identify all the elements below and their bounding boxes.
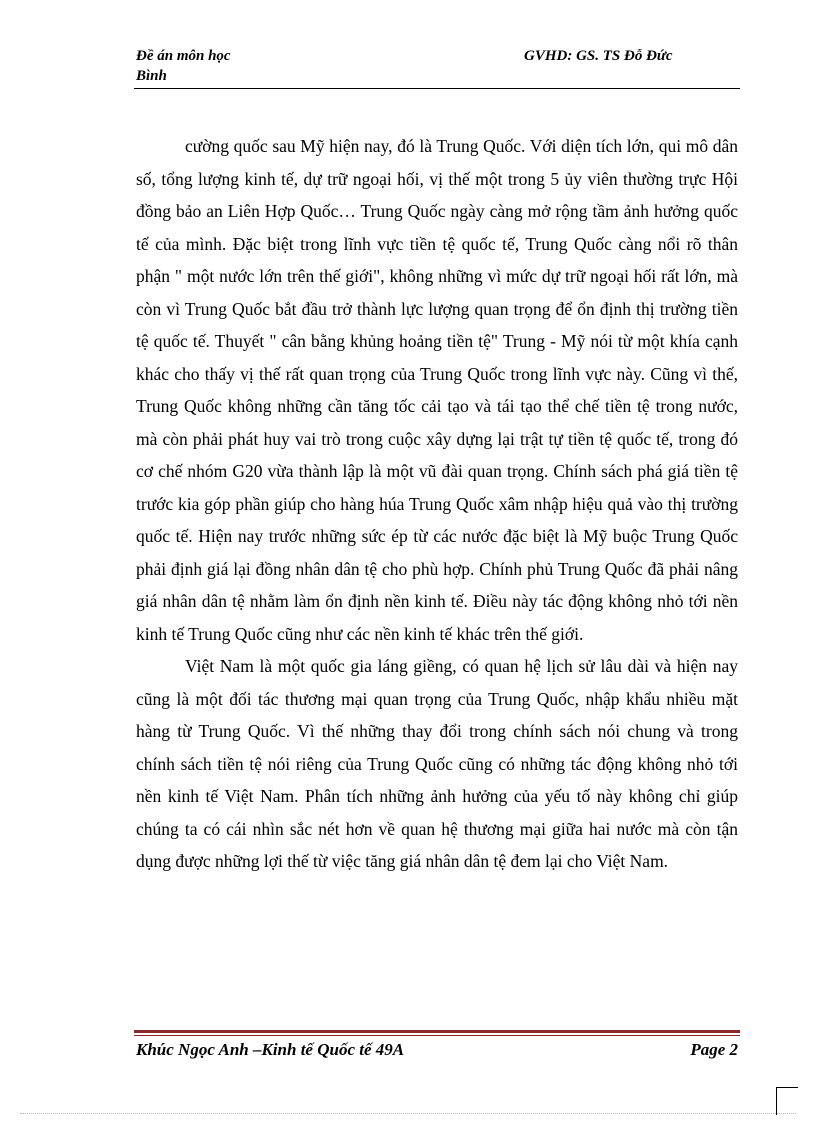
page-header — [136, 46, 740, 88]
page-bottom-edge — [20, 1113, 796, 1114]
page-footer — [136, 1039, 738, 1061]
corner-crop-mark-horizontal — [776, 1087, 798, 1088]
header-supervisor: GVHD: GS. TS Đỗ Đức — [524, 48, 673, 64]
footer-author: Khúc Ngọc Anh –Kinh tế Quốc tế 49A — [136, 1040, 405, 1059]
paragraph-1: cường quốc sau Mỹ hiện nay, đó là Trung Quốc. Với diện tích lớn, qui mô dân số, tổng lượng kinh tế, dự trữ ngoại hối, vị thế một trong 5 ủy viên thường trực Hội đồng bảo an Liên Hợp Quốc… Trung Quốc ngày càng mở rộng tầm ảnh hưởng quốc tế của mình. Đặc biệt trong lĩnh vực tiền tệ quốc tế, Trung Quốc càng nổi rõ thân phận " một nước lớn trên thế giới", không những vì mức dự trữ ngoại hối rất lớn, mà còn vì Trung Quốc bắt đầu trở thành lực lượng quan trọng để ổn định thị trường tiền tệ quốc tế. Thuyết " cân bằng khủng hoảng tiền tệ" Trung - Mỹ nói từ một khía cạnh khác cho thấy vị thế rất quan trọng của Trung Quốc trong lĩnh vực này. Cũng vì thế, Trung Quốc không những cần tăng tốc cải tạo và tái tạo thể chế tiền tệ trong nước, mà còn phải phát huy vai trò trong cuộc xây dựng lại trật tự tiền tệ quốc tế, trong đó cơ chế nhóm G20 vừa thành lập là một vũ đài quan trọng. Chính sách phá giá tiền tệ trước kia góp phần giúp cho hàng húa Trung Quốc xâm nhập hiệu quả vào thị trường quốc tế. Hiện nay trước những sức ép từ các nước đặc biệt là Mỹ buộc Trung Quốc phải định giá lại đồng nhân dân tệ cho phù hợp. Chính phủ Trung Quốc đã phải nâng giá nhân dân tệ nhằm làm ổn định nền kinh tế. Điều này tác động không nhỏ tới nền kinh tế Trung Quốc cũng như các nền kinh tế khác trên thế giới. — [136, 136, 738, 644]
footer-divider-thick — [134, 1030, 740, 1033]
header-course-title — [136, 46, 336, 86]
header-divider — [134, 88, 740, 89]
footer-divider-thin — [134, 1035, 740, 1036]
footer-page-number: Page 2 — [690, 1040, 738, 1059]
corner-crop-mark-vertical — [776, 1087, 777, 1115]
document-body — [136, 130, 738, 878]
paragraph-2: Việt Nam là một quốc gia láng giềng, có quan hệ lịch sử lâu dài và hiện nay cũng là một đối tác thương mại quan trọng của Trung Quốc, nhập khẩu nhiều mặt hàng từ Trung Quốc. Vì thế những thay đổi trong chính sách nói chung và trong chính sách tiền tệ nói riêng của Trung Quốc cũng có những tác động không nhỏ tới nền kinh tế Việt Nam. Phân tích những ảnh hưởng của yếu tố này không chỉ giúp chúng ta có cái nhìn sắc nét hơn về quan hệ thương mại giữa hai nước mà còn tận dụng được những lợi thế từ việc tăng giá nhân dân tệ đem lại cho Việt Nam. — [136, 656, 738, 871]
header-course-line2: Bình — [136, 68, 167, 84]
header-course-line1: Đề án môn học — [136, 48, 231, 64]
